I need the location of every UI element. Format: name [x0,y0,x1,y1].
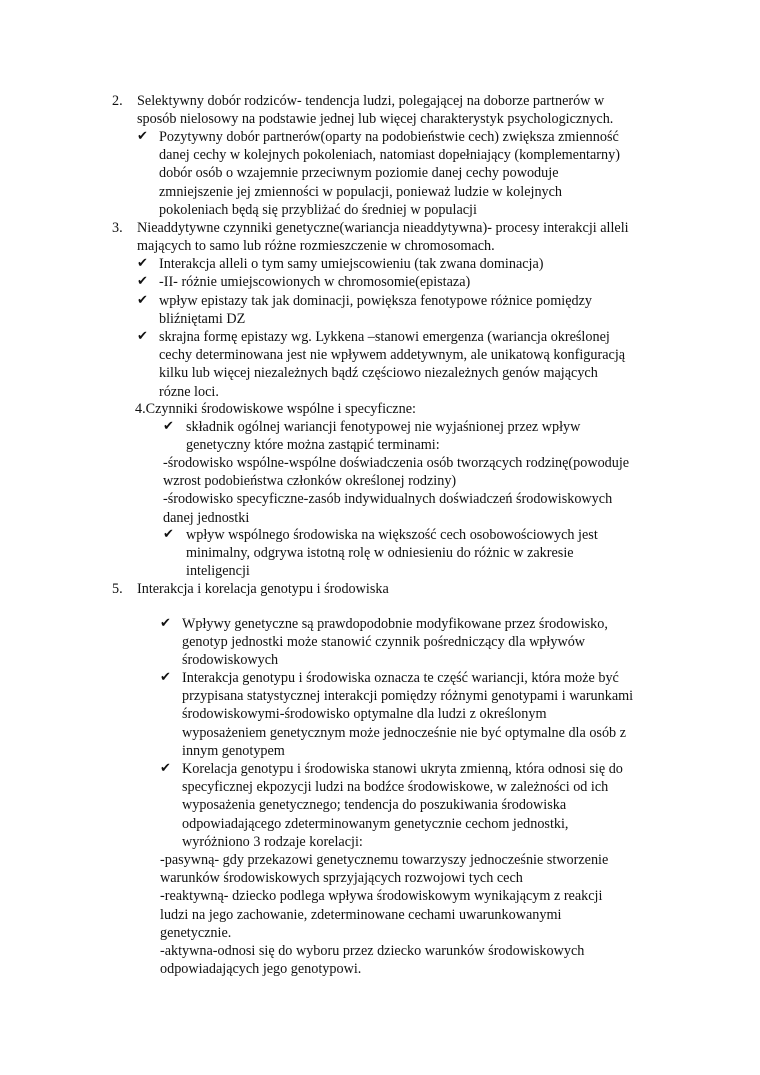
item-4-bullet-1 [186,418,580,454]
checkmark-icon: ✔ [160,670,171,685]
checkmark-icon: ✔ [137,274,148,289]
text-line: rózne loci. [159,383,219,400]
text-line: odpowiadających jego genotypowi. [160,961,362,978]
text-line: sposób nielosowy na podstawie jednej lub więcej charakterystyk psychologicznych. [137,111,614,128]
text-line: Korelacja genotypu i środowiska stanowi ukryta zmienną, która odnosi się do [182,761,623,777]
checkmark-icon: ✔ [160,761,171,776]
text-line: wyposażenia genetycznego; tendencja do poszukiwania środowiska [182,797,567,814]
text-line: danej jednostki [163,509,250,526]
text-line: zmniejszenie jej zmienności w populacji, ponieważ ludzie w kolejnych [159,183,563,200]
item-3-bullet-2 [159,273,470,291]
text-line: danej cechy w kolejnych pokoleniach, natomiast dopełniający (komplementarny) [159,147,620,164]
text-line: Wpływy genetyczne są prawdopodobnie modyfikowane przez środowisko, [182,616,608,632]
text-line: -II- różnie umiejscowionych w chromosomie(epistaza) [159,274,471,290]
text-line: pokoleniach będą się przybliżać do średniej w populacji [159,201,477,218]
text-line: odpowiadającego zdeterminowanym genetycznie cechom jednostki, [182,815,569,832]
item-5-bullet-3 [182,760,623,851]
item-number: 2. [112,93,123,109]
text-line: -środowisko wspólne-wspólne doświadczenia osób tworzących rodzinę(powoduje [163,455,630,471]
text-line: minimalny, odgrywa istotną rolę w odniesieniu do różnic w zakresie [186,545,574,562]
checkmark-icon: ✔ [137,129,148,144]
text-line: wyróżniono 3 rodzaje korelacji: [182,833,363,850]
text-line: warunków środowiskowych sprzyjających rozwojowi tych cech [160,870,523,887]
text-line: Selektywny dobór rodziców- tendencja ludzi, polegającej na doborze partnerów w [137,93,605,109]
text-line: Interakcja alleli o tym samy umiejscowieniu (tak zwana dominacja) [159,256,544,272]
text-line: Interakcja genotypu i środowiska oznacza te część wariancji, która może być [182,670,619,686]
text-line: mających to samo lub różne rozmieszczenie w chromosomach. [137,238,495,255]
item-5-bullet-1 [182,615,608,670]
item-4-bullet-2 [186,526,598,581]
text-line: wyposażeniem genetycznym może jednocześnie nie być optymalne dla osób z [182,724,626,741]
text-line: genetycznie. [160,924,232,941]
item-4-heading [135,400,416,418]
text-line: środowiskowych [182,652,279,669]
item-number: 5. [112,581,123,597]
text-line: kilku lub więcej niezależnych bądź częściowo niezależnych genów mających [159,365,598,382]
checkmark-icon: ✔ [137,329,148,344]
text-line: dobór osób o wzajemnie przeciwnym poziomie danej cechy powoduje [159,165,559,182]
checkmark-icon: ✔ [160,616,171,631]
item-4-plain-text [163,454,629,527]
text-line: genetyczny które można zastąpić terminami: [186,437,440,454]
item-2-bullet-1 [159,128,620,219]
text-line: -pasywną- gdy przekazowi genetycznemu towarzyszy jednocześnie stworzenie [160,852,609,868]
text-line: genotyp jednostki może stanowić czynnik pośredniczący dla wpływów [182,634,586,651]
text-line: przypisana statystycznej interakcji pomiędzy różnymi genotypami i warunkami [182,688,634,705]
item-number: 3. [112,220,123,236]
text-line: wpływ epistazy tak jak dominacji, powiększa fenotypowe różnice pomiędzy [159,293,592,309]
text-line: środowiskowymi-środowisko optymalne dla ludzi z określonym [182,706,547,723]
checkmark-icon: ✔ [163,419,174,434]
text-line: ludzi na jego zachowanie, zdeterminowane cechami uwarunkowanymi [160,906,562,923]
text-line: składnik ogólnej wariancji fenotypowej nie wyjaśnionej przez wpływ [186,419,581,435]
text-line: specyficznej ekpozycji ludzi na bodźce środowiskowe, w zależności od ich [182,779,609,796]
text-line: wzrost podobieństwa członków określonej rodziny) [163,473,457,490]
item-number: 4. [135,401,146,417]
heading-text: Czynniki środowiskowe wspólne i specyficzne: [145,401,416,417]
item-3-bullet-3 [159,292,592,328]
text-line: -środowisko specyficzne-zasób indywidualnych doświadczeń środowiskowych [163,491,613,508]
text-line: Nieaddytywne czynniki genetyczne(wariancja nieaddytywna)- procesy interakcji alleli [137,220,629,236]
text-line: cechy determinowana jest nie wpływem addetywnym, ale unikatową konfiguracją [159,347,626,364]
item-3-text [137,219,629,255]
item-3-bullet-1 [159,255,544,273]
text-line: skrajna formę epistazy wg. Lykkena –stanowi emergenza (wariancja określonej [159,329,610,345]
item-5-plain-text [160,851,608,978]
text-line: innym genotypem [182,742,285,759]
checkmark-icon: ✔ [163,527,174,542]
text-line: Pozytywny dobór partnerów(oparty na podobieństwie cech) zwiększa zmienność [159,129,619,145]
text-line: -reaktywną- dziecko podlega wpływa środowiskowym wynikającym z reakcji [160,888,603,905]
heading-text: Interakcja i korelacja genotypu i środowiska [137,581,389,597]
item-5-heading [137,580,389,598]
checkmark-icon: ✔ [137,256,148,271]
item-3-bullet-4 [159,328,625,401]
text-line: -aktywna-odnosi się do wyboru przez dziecko warunków środowiskowych [160,943,585,960]
text-line: bliźniętami DZ [159,311,246,328]
text-line: inteligencji [186,563,250,580]
item-5-bullet-2 [182,669,633,760]
item-2-text [137,92,613,128]
text-line: wpływ wspólnego środowiska na większość cech osobowościowych jest [186,527,598,543]
checkmark-icon: ✔ [137,293,148,308]
